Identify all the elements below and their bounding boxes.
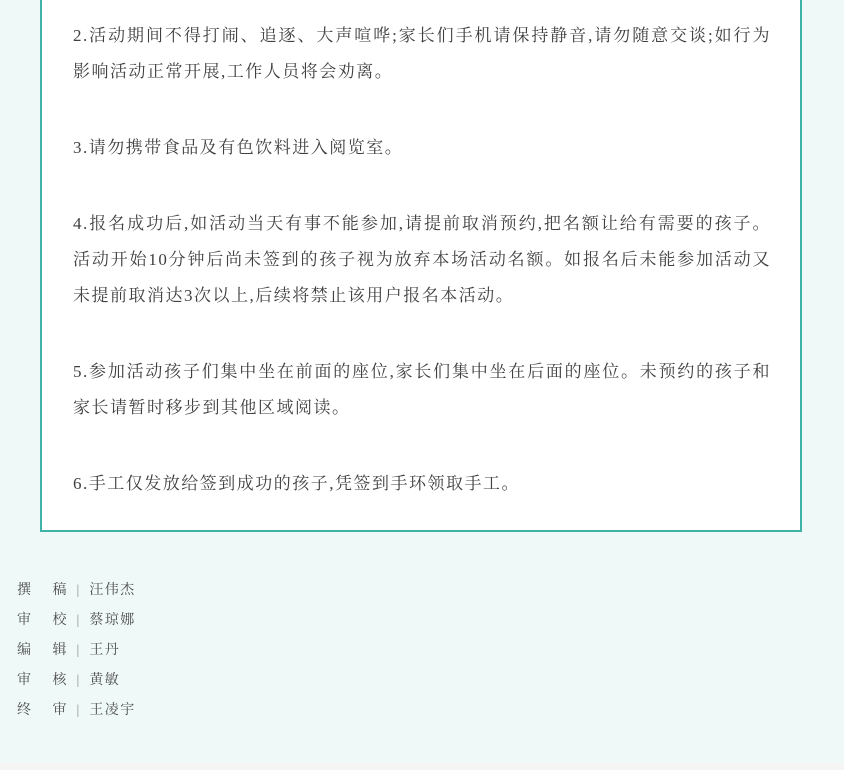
rule-paragraph-3: 3.请勿携带食品及有色饮料进入阅览室。 [73, 138, 404, 157]
credit-row-final-reviewer [17, 696, 844, 726]
next-section-edge [0, 763, 844, 770]
credit-role: 审 校 [17, 613, 76, 628]
credit-row-editor [17, 636, 844, 666]
credit-separator: | [76, 673, 81, 688]
credit-role: 编 辑 [17, 643, 76, 658]
rule-paragraph-5: 5.参加活动孩子们集中坐在前面的座位,家长们集中坐在后面的座位。未预约的孩子和家长请暂时移步到其他区域阅读。 [73, 362, 771, 417]
credit-name: 蔡琼娜 [89, 613, 136, 628]
rule-paragraph-2: 2.活动期间不得打闹、追逐、大声喧哗;家长们手机请保持静音,请勿随意交谈;如行为影响活动正常开展,工作人员将会劝离。 [73, 26, 771, 81]
credit-row-reviewer [17, 666, 844, 696]
credit-role: 审 核 [17, 673, 76, 688]
credit-role: 撰 稿 [17, 583, 76, 598]
credit-row-proofreader [17, 606, 844, 636]
credit-name: 汪伟杰 [89, 583, 136, 598]
rule-paragraph-6: 6.手工仅发放给签到成功的孩子,凭签到手环领取手工。 [73, 474, 520, 493]
credit-name: 王凌宇 [89, 703, 136, 718]
credit-name: 王丹 [89, 643, 121, 658]
credit-separator: | [76, 583, 81, 598]
activity-rules-box [40, 0, 802, 532]
credit-separator: | [76, 703, 81, 718]
credit-name: 黄敏 [89, 673, 121, 688]
rule-paragraph-4: 4.报名成功后,如活动当天有事不能参加,请提前取消预约,把名额让给有需要的孩子。活动开始10分钟后尚未签到的孩子视为放弃本场活动名额。如报名后未能参加活动又未提前取消达3次以上,后续将禁止该用户报名本活动。 [73, 214, 771, 305]
credit-separator: | [76, 613, 81, 628]
credit-separator: | [76, 643, 81, 658]
credit-row-writer [17, 576, 844, 606]
credit-role: 终 审 [17, 703, 76, 718]
credits-block [17, 576, 844, 726]
